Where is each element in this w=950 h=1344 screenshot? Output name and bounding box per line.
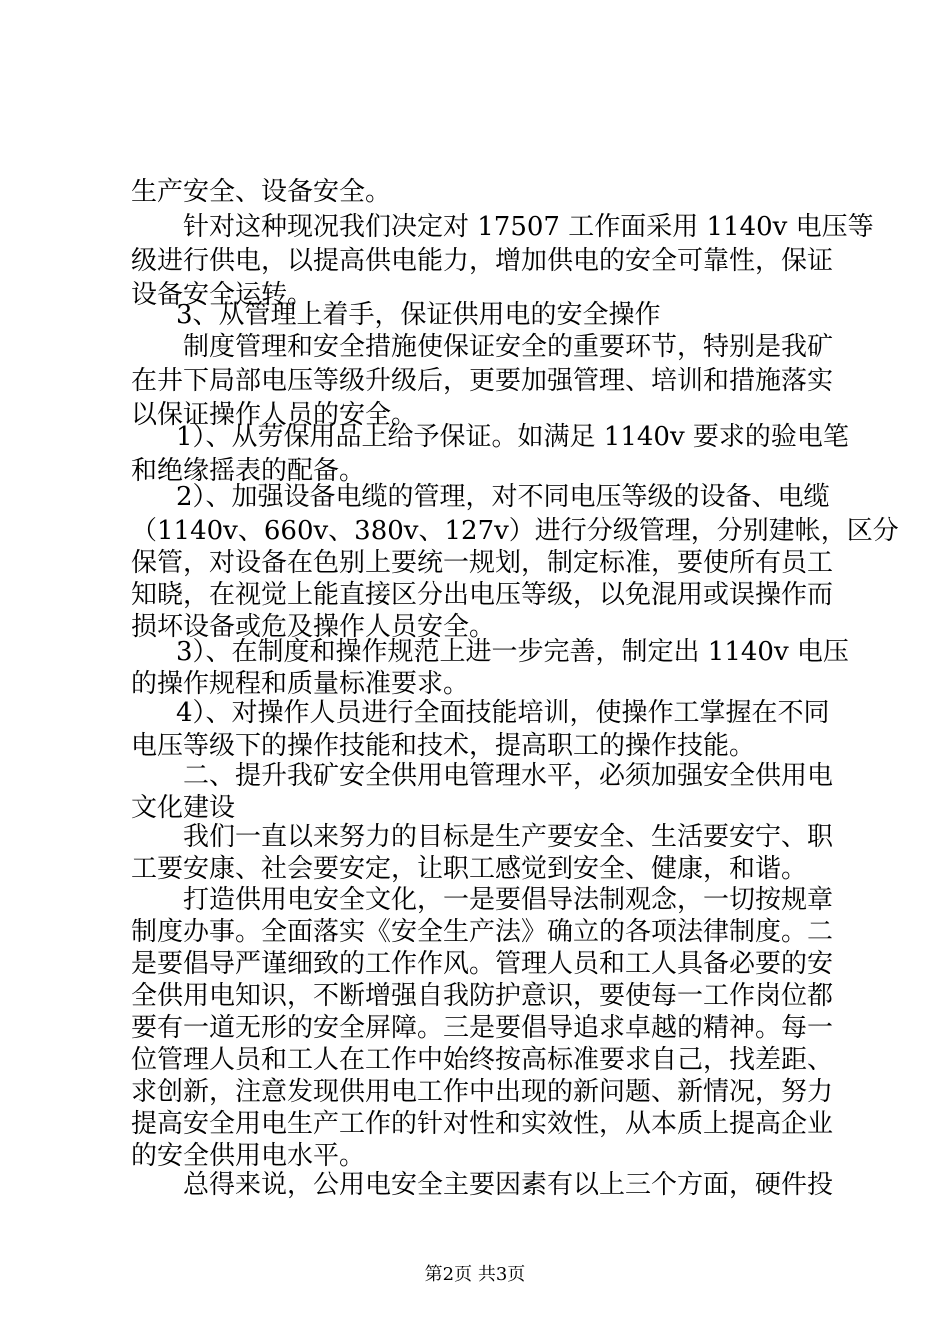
- section-heading: 3、从管理上着手，保证供用电的安全操作: [176, 300, 661, 330]
- text-line: 工要安康、社会要安定，让职工感觉到安全、健康，和谐。: [131, 854, 808, 884]
- list-item: 1）、从劳保用品上给予保证。如满足 1140v 要求的验电笔: [176, 422, 849, 452]
- text-line: 全供用电知识，不断增强自我防护意识，要使每一工作岗位都: [131, 981, 834, 1011]
- text-line: 制度办事。全面落实《安全生产法》确立的各项法律制度。二: [131, 917, 834, 947]
- text-line: 文化建设: [131, 793, 236, 823]
- text-line: 打造供用电安全文化，一是要倡导法制观念，一切按规章: [183, 885, 834, 915]
- text-line: 以保证操作人员的安全。: [131, 400, 418, 430]
- text-line: 的操作规程和质量标准要求。: [131, 669, 470, 699]
- text-line: 要有一道无形的安全屏障。三是要倡导追求卓越的精神。每一: [131, 1013, 834, 1043]
- text-line: 电压等级下的操作技能和技术，提高职工的操作技能。: [131, 731, 756, 761]
- list-item: 3）、在制度和操作规范上进一步完善，制定出 1140v 电压: [176, 637, 849, 667]
- list-item: 2）、加强设备电缆的管理，对不同电压等级的设备、电缆: [176, 482, 830, 512]
- text-line: 生产安全、设备安全。: [131, 177, 392, 207]
- section-heading: 二、提升我矿安全供用电管理水平，必须加强安全供用电: [183, 761, 834, 791]
- page-number-footer: 第2页 共3页: [424, 1264, 526, 1285]
- text-line: （1140v、660v、380v、127v）进行分级管理，分别建帐，区分: [131, 516, 899, 546]
- text-line: 我们一直以来努力的目标是生产要安全、生活要安宁、职: [183, 822, 834, 852]
- text-line: 级进行供电，以提高供电能力，增加供电的安全可靠性，保证: [131, 246, 834, 276]
- text-line: 求创新，注意发现供用电工作中出现的新问题、新情况，努力: [131, 1077, 834, 1107]
- text-line: 在井下局部电压等级升级后，更要加强管理、培训和措施落实: [131, 366, 834, 396]
- text-line: 保管，对设备在色别上要统一规划，制定标准，要使所有员工: [131, 548, 834, 578]
- text-line: 损坏设备或危及操作人员安全。: [131, 612, 496, 642]
- text-line: 是要倡导严谨细致的工作作风。管理人员和工人具备必要的安: [131, 949, 834, 979]
- text-line: 知晓，在视觉上能直接区分出电压等级，以免混用或误操作而: [131, 580, 834, 610]
- text-line: 位管理人员和工人在工作中始终按高标准要求自己，找差距、: [131, 1045, 834, 1075]
- text-line: 制度管理和安全措施使保证安全的重要环节，特别是我矿: [183, 332, 834, 362]
- text-line: 设备安全运转。: [131, 280, 314, 310]
- text-line: 和绝缘摇表的配备。: [131, 456, 366, 486]
- text-line: 提高安全用电生产工作的针对性和实效性，从本质上提高企业: [131, 1109, 834, 1139]
- text-line: 总得来说，公用电安全主要因素有以上三个方面，硬件投: [183, 1170, 834, 1200]
- text-line: 针对这种现况我们决定对 17507 工作面采用 1140v 电压等: [183, 212, 874, 242]
- list-item: 4）、对操作人员进行全面技能培训，使操作工掌握在不同: [176, 698, 830, 728]
- text-line: 的安全供用电水平。: [131, 1141, 366, 1171]
